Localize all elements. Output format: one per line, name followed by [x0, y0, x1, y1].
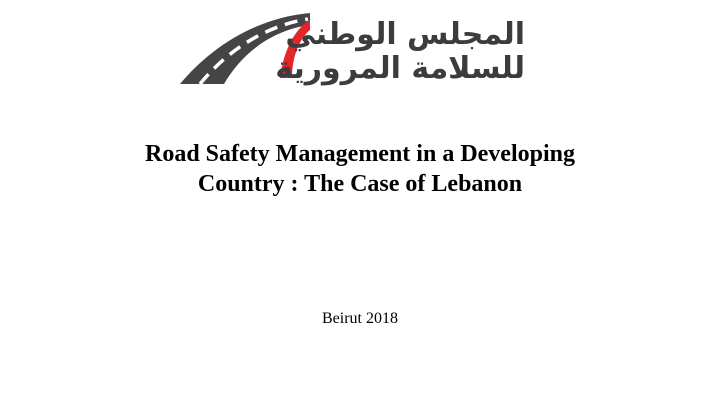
- slide-title-line-2: Country : The Case of Lebanon: [197, 171, 523, 197]
- slide-title-line-1: Road Safety Management in a Developing: [145, 141, 575, 167]
- slide-title: [60, 139, 660, 199]
- council-logo: [180, 8, 525, 90]
- logo-arabic-line-2: للسلامة المرورية: [275, 51, 525, 86]
- slide-subtitle: Beirut 2018: [322, 310, 398, 327]
- logo-arabic-line-1: المجلس الوطني: [285, 17, 525, 52]
